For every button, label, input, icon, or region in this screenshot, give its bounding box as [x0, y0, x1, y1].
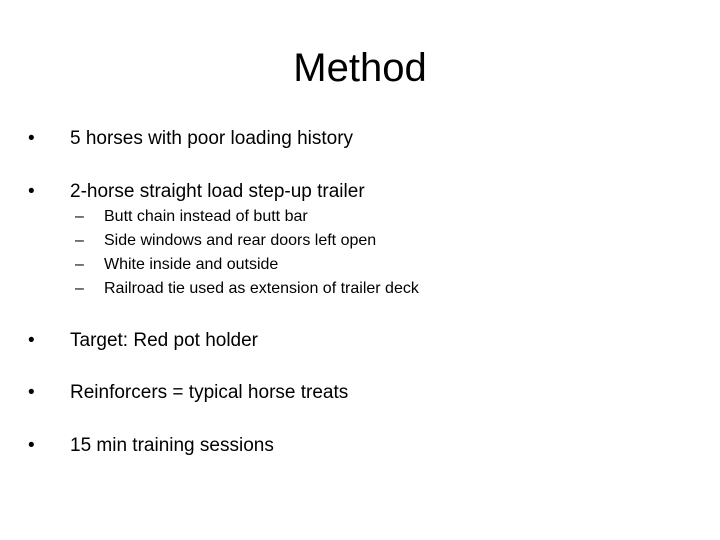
sub-marker: – — [75, 256, 84, 273]
sub-marker: – — [75, 232, 84, 249]
bullet-text: 5 horses with poor loading history — [70, 128, 354, 149]
bullet-item — [28, 180, 365, 204]
sub-item-text: Railroad tie used as extension of trailer deck — [104, 280, 419, 297]
bullet-marker: • — [28, 181, 35, 202]
sub-item — [75, 231, 376, 251]
sub-marker: – — [75, 208, 84, 225]
bullet-item — [28, 381, 348, 405]
bullet-marker: • — [28, 128, 35, 149]
sub-item — [75, 255, 278, 275]
bullet-text: 2-horse straight load step-up trailer — [70, 181, 365, 202]
bullet-marker: • — [28, 382, 35, 403]
bullet-text: Reinforcers = typical horse treats — [70, 382, 349, 403]
bullet-item — [28, 127, 353, 151]
sub-item-text: Butt chain instead of butt bar — [104, 208, 308, 225]
sub-item-text: White inside and outside — [104, 256, 279, 273]
bullet-item — [28, 329, 258, 353]
bullet-text: Target: Red pot holder — [70, 330, 259, 351]
sub-marker: – — [75, 280, 84, 297]
sub-item — [75, 279, 419, 299]
bullet-marker: • — [28, 435, 35, 456]
slide-title-text: Method — [293, 46, 427, 90]
bullet-marker: • — [28, 330, 35, 351]
bullet-text: 15 min training sessions — [70, 435, 274, 456]
slide-title — [0, 42, 720, 94]
sub-item-text: Side windows and rear doors left open — [104, 232, 377, 249]
bullet-item — [28, 434, 274, 458]
sub-item — [75, 207, 308, 227]
